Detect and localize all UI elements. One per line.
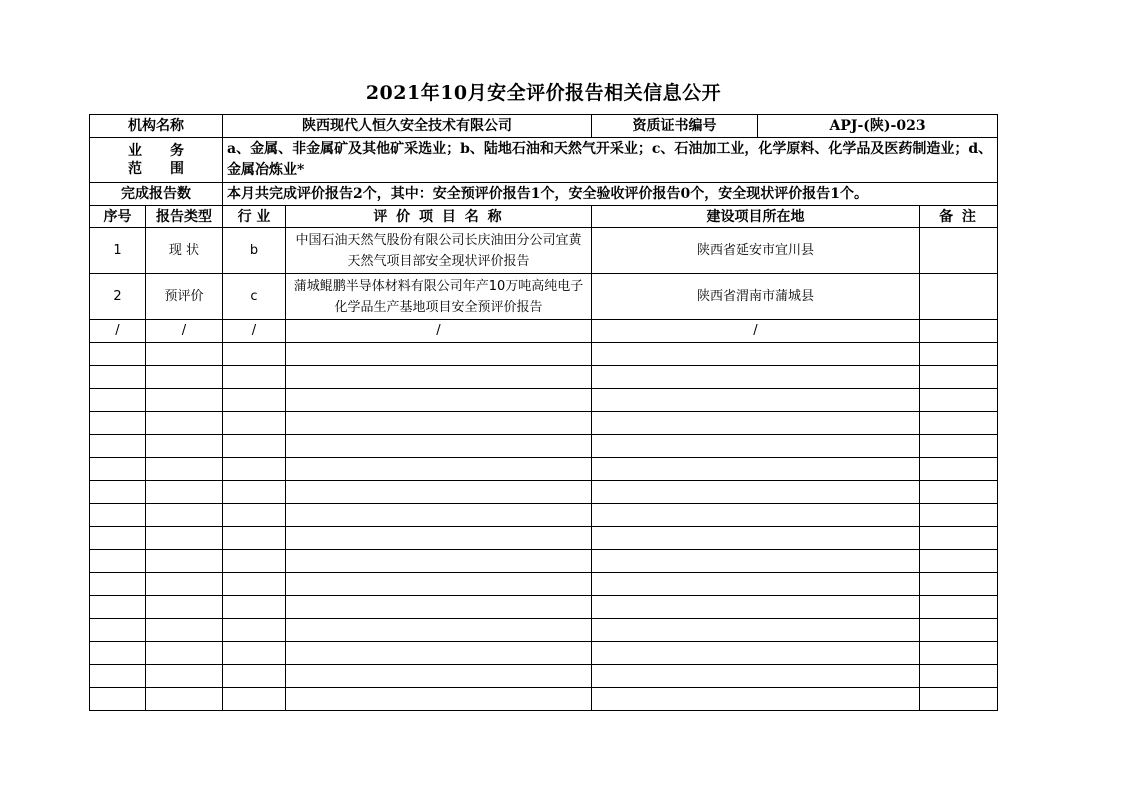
empty-row	[90, 527, 998, 550]
empty-row	[90, 504, 998, 527]
empty-row	[90, 412, 998, 435]
row-location: 陕西省延安市宜川县	[592, 228, 920, 274]
completed-row	[90, 183, 998, 206]
header-remark: 备 注	[920, 206, 998, 228]
scope-label-line1: 业 务	[128, 143, 184, 159]
empty-row	[90, 366, 998, 389]
org-name-label: 机构名称	[90, 115, 223, 138]
empty-row	[90, 573, 998, 596]
page-title: 2021年10月安全评价报告相关信息公开	[365, 82, 722, 104]
empty-row	[90, 619, 998, 642]
empty-row	[90, 389, 998, 412]
empty-row	[90, 596, 998, 619]
row-project: 中国石油天然气股份有限公司长庆油田分公司宜黄天然气项目部安全现状评价报告	[286, 228, 592, 274]
scope-text: a、金属、非金属矿及其他矿采选业；b、陆地石油和天然气开采业；c、石油加工业，化学原料、化学品及医药制造业；d、金属冶炼业*	[223, 138, 998, 183]
header-industry: 行 业	[223, 206, 286, 228]
header-project: 评 价 项 目 名 称	[286, 206, 592, 228]
table-row	[90, 274, 998, 320]
row-location: 陕西省渭南市蒲城县	[592, 274, 920, 320]
scope-label	[90, 138, 223, 183]
row-no: /	[90, 320, 146, 343]
row-location: /	[592, 320, 920, 343]
row-industry: b	[223, 228, 286, 274]
row-project: /	[286, 320, 592, 343]
cert-label: 资质证书编号	[592, 115, 758, 138]
scope-row	[90, 138, 998, 183]
row-remark	[920, 228, 998, 274]
empty-row	[90, 642, 998, 665]
empty-row	[90, 458, 998, 481]
header-no: 序号	[90, 206, 146, 228]
empty-row	[90, 550, 998, 573]
org-row	[90, 115, 998, 138]
report-info-table	[89, 114, 998, 711]
completed-text: 本月共完成评价报告2个，其中：安全预评价报告1个，安全验收评价报告0个，安全现状评价报告1个。	[223, 183, 998, 206]
table-row	[90, 228, 998, 274]
header-location: 建设项目所在地	[592, 206, 920, 228]
row-type: 预评价	[146, 274, 223, 320]
scope-label-line2: 范 围	[128, 161, 184, 177]
empty-row	[90, 435, 998, 458]
empty-row	[90, 665, 998, 688]
row-type: 现 状	[146, 228, 223, 274]
row-project: 蒲城鲲鹏半导体材料有限公司年产10万吨高纯电子化学品生产基地项目安全预评价报告	[286, 274, 592, 320]
row-industry: c	[223, 274, 286, 320]
header-type: 报告类型	[146, 206, 223, 228]
table-row	[90, 320, 998, 343]
empty-row	[90, 343, 998, 366]
row-remark	[920, 320, 998, 343]
org-name: 陕西现代人恒久安全技术有限公司	[223, 115, 592, 138]
row-no: 2	[90, 274, 146, 320]
row-industry: /	[223, 320, 286, 343]
empty-row	[90, 481, 998, 504]
row-remark	[920, 274, 998, 320]
table-header-row	[90, 206, 998, 228]
row-no: 1	[90, 228, 146, 274]
completed-label: 完成报告数	[90, 183, 223, 206]
empty-row	[90, 688, 998, 711]
cert-number: APJ-(陕)-023	[758, 115, 998, 138]
row-type: /	[146, 320, 223, 343]
